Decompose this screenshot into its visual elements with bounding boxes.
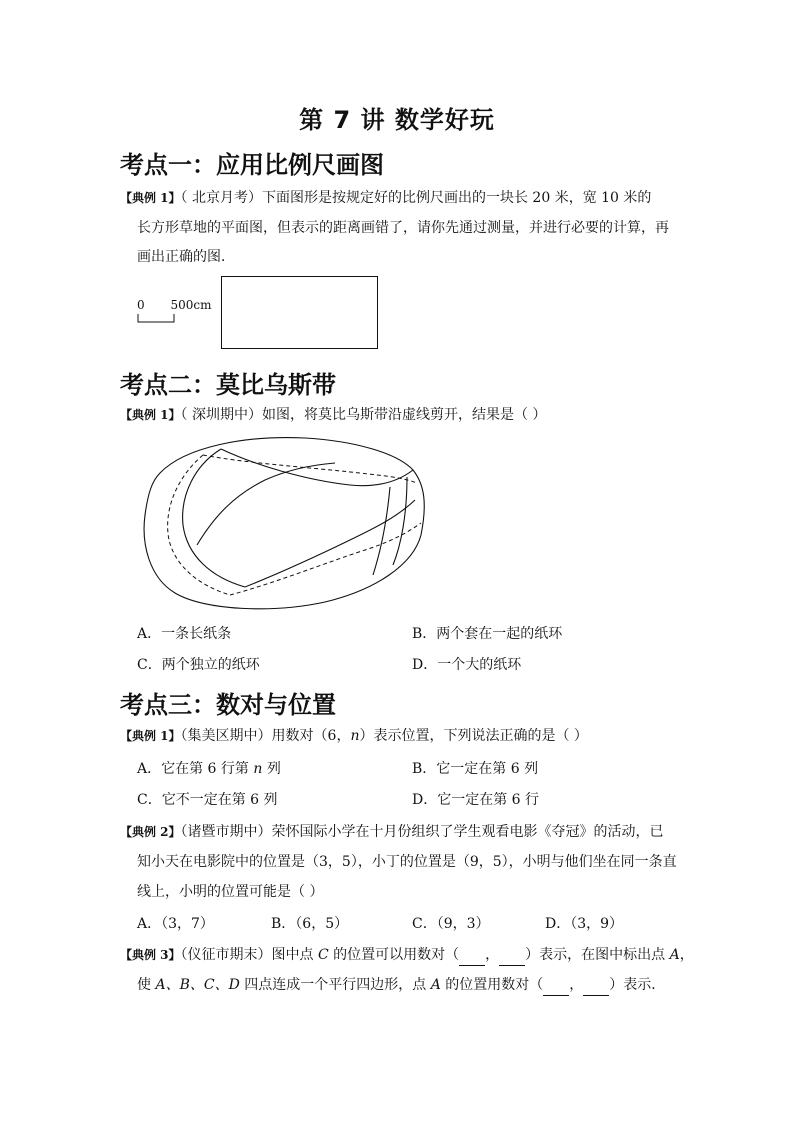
q4-line-1 xyxy=(120,822,664,842)
q5-points: A、B、C、D xyxy=(155,977,240,993)
q3-option-a-n: n xyxy=(253,761,263,777)
page-title: 第 7 讲 数学好玩 xyxy=(299,106,495,134)
q1-line-2: 长方形草地的平面图，但表示的距离画错了，请你先通过测量，并进行必要的计算，再 xyxy=(137,220,669,236)
q5-text-2c: 的位置用数对（ xyxy=(440,977,544,993)
q5-line-1 xyxy=(120,945,694,966)
scale-zero-label: 0 xyxy=(137,298,145,312)
q5-text-1a: （仪征市期末）图中点 xyxy=(180,947,318,963)
q3-option-d: D．它一定在第 6 行 xyxy=(412,792,540,808)
q5-blank-4[interactable] xyxy=(583,975,609,996)
q5-text-2b: 四点连成一个平行四边形，点 xyxy=(239,977,431,993)
q3-option-c: C．它不一定在第 6 列 xyxy=(137,792,278,808)
q4-option-d: D．（3，9） xyxy=(545,916,624,932)
scale-bar-labels xyxy=(137,298,211,312)
q3-text-a: （集美区期中）用数对（6， xyxy=(180,728,351,744)
q3-text-n: n xyxy=(350,728,360,744)
q5-point-c: C xyxy=(317,947,329,963)
q5-point-a-2: A xyxy=(430,977,441,993)
q3-line xyxy=(120,726,588,746)
q1-line-3: 画出正确的图． xyxy=(137,249,235,265)
q3-option-a xyxy=(137,758,281,778)
q3-option-b: B．它一定在第 6 列 xyxy=(412,761,539,777)
q4-option-b: B．（6，5） xyxy=(271,916,349,932)
q2-text: （ 深圳期中）如图，将莫比乌斯带沿虚线剪开，结果是（ ） xyxy=(180,407,547,423)
q4-option-c: C．（9，3） xyxy=(412,916,490,932)
q2-line xyxy=(120,405,546,425)
q5-line-2 xyxy=(137,975,665,996)
q5-text-2d: ， xyxy=(569,977,584,993)
q4-line-2: 知小天在电影院中的位置是（3，5），小丁的位置是（9，5），小明与他们坐在同一条直 xyxy=(137,854,677,870)
q5-tag: 【典例 3】 xyxy=(120,948,181,962)
q1-tag: 【典例 1】 xyxy=(120,191,181,205)
mobius-strip-figure xyxy=(135,425,435,620)
scale-bar xyxy=(136,312,186,326)
q2-option-c: C．两个独立的纸环 xyxy=(137,657,260,673)
q5-blank-2[interactable] xyxy=(499,945,525,966)
q2-option-a: A．一条长纸条 xyxy=(137,626,232,642)
q5-text-1b: 的位置可以用数对（ xyxy=(328,947,460,963)
q4-option-a: A．（3，7） xyxy=(137,916,214,932)
q3-option-a-text-1: A．它在第 6 行第 xyxy=(137,761,254,777)
q2-option-b: B．两个套在一起的纸环 xyxy=(412,626,563,642)
q3-text-b: ）表示位置，下列说法正确的是（ ） xyxy=(359,728,588,744)
q3-option-a-text-2: 列 xyxy=(262,761,281,777)
q5-text-1d: ）表示，在图中标出点 xyxy=(525,947,670,963)
q1-line-1 xyxy=(120,188,651,208)
q3-tag: 【典例 1】 xyxy=(120,729,181,743)
section-heading-2: 考点二：莫比乌斯带 xyxy=(120,371,336,399)
q1-text-1: （ 北京月考）下面图形是按规定好的比例尺画出的一块长 20 米，宽 10 米的 xyxy=(180,190,652,206)
q4-line-3: 线上，小明的位置可能是（ ） xyxy=(137,884,324,900)
scale-value-label: 500cm xyxy=(170,298,212,312)
q5-text-1c: ， xyxy=(485,947,500,963)
q2-tag: 【典例 1】 xyxy=(120,408,181,422)
section-heading-1: 考点一：应用比例尺画图 xyxy=(120,151,384,179)
q5-blank-3[interactable] xyxy=(543,975,569,996)
q5-point-a: A xyxy=(669,947,680,963)
q5-blank-1[interactable] xyxy=(459,945,485,966)
q5-text-2e: ）表示． xyxy=(609,977,666,993)
q5-text-1e: ， xyxy=(679,947,694,963)
q2-option-d: D．一个大的纸环 xyxy=(412,657,522,673)
q5-text-2a: 使 xyxy=(137,977,156,993)
q4-text-1: （诸暨市期中）荣怀国际小学在十月份组织了学生观看电影《夺冠》的活动，已 xyxy=(180,824,664,840)
wrong-scale-rectangle xyxy=(221,276,378,349)
q4-tag: 【典例 2】 xyxy=(120,825,181,839)
section-heading-3: 考点三：数对与位置 xyxy=(120,691,336,719)
